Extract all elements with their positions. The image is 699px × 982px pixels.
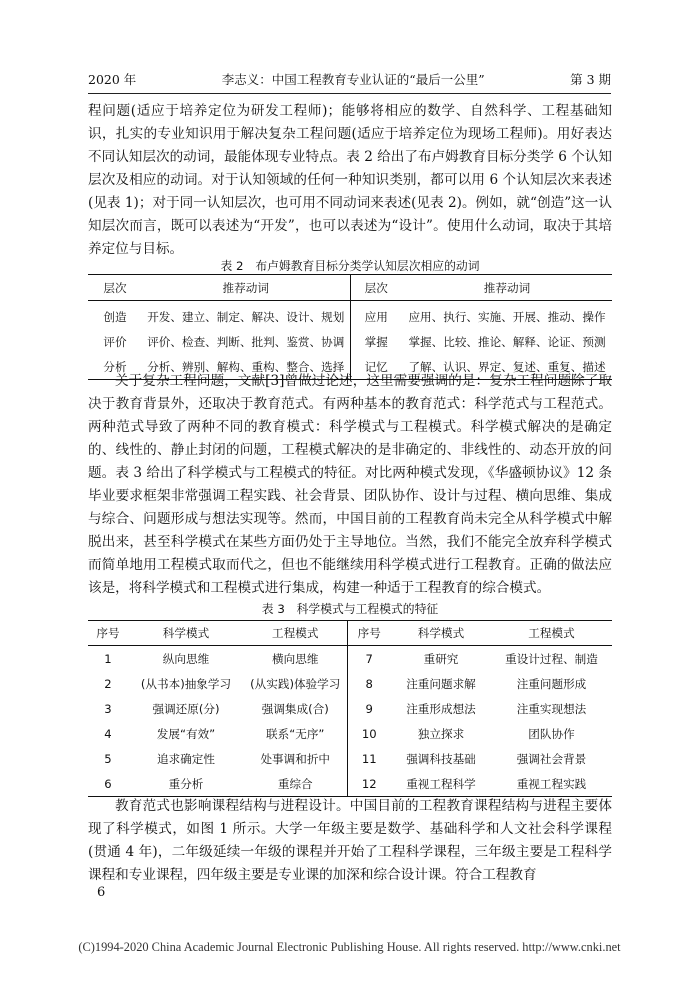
table-row [88,746,612,771]
table-header-cell: 层次 [103,280,127,295]
table-cell: 独立探求 [417,726,465,741]
table-cell: 分析 [103,359,127,374]
table-cell: 注重问题形成 [516,676,587,691]
table-header-cell: 推荐动词 [483,280,531,295]
paragraph-2: 关于复杂工程问题，文献[3]曾做过论述，这里需要强调的是：复杂工程问题除了取决于教育背景外，还取决于教育范式。有两种基本的教育范式：科学范式与工程范式。两种范式导致了两种不同的教育模式：科学模式与工程模式。科学模式解决的是确定的、线性的、静止封闭的问题，工程模式解决的是非确定的、非线性的、动态开放的问题。表 3 给出了科学模式与工程模式的特征。对比两种模式发现，《华盛顿协议》12 条毕业要求框架非常强调工程实践、社会背景、团队协作、设计与过程、横向思维、集成与综合、问题形成与想法实现等。然而，中国目前的工程教育尚未完全从科学模式中解脱出来，甚至科学模式在某些方面仍处于主导地位。当然，我们不能完全放弃科学模式而简单地用工程模式取而代之，但也不能继续用科学模式进行工程教育。正确的做法应该是，将科学模式和工程模式进行集成，构建一种适于工程教育的综合模式。 [88,373,612,596]
paragraph-3: 教育范式也影响课程结构与进程设计。中国目前的工程教育课程结构与进程主要体现了科学模式，如图 1 所示。大学一年级主要是数学、基础科学和人文社会科学课程(贯通 4 年)，二年级延续一年级的课程并开始了工程科学课程，三年级主要是工程科学课程和专业课程，四年级主要是专业课的加深和综合设计课。符合工程教育 [88,798,612,883]
table-cell: 8 [347,671,391,696]
table-cell: 重分析 [168,776,204,791]
table-cell: 创造 [103,309,127,324]
table-cell: 发展“有效” [156,726,216,741]
table-cell: 横向思维 [272,651,319,666]
header-year: 2020 年 [88,72,137,87]
table-2-caption: 表 2 布卢姆教育目标分类学认知层次相应的动词 [220,259,480,273]
table-row [88,301,612,330]
copyright-footer: (C)1994-2020 China Academic Journal Electronic Publishing House. All rights reserved. http://www.cnki.net [78,940,621,954]
table-cell: 评价 [103,334,127,349]
table-row [88,646,612,672]
table-cell: 处事调和折中 [260,751,331,766]
table-cell: 应用 [350,301,402,330]
table-cell: 2 [104,676,112,691]
table-header-cell: 层次 [350,275,402,301]
table-cell: 强调还原(分) [152,701,220,716]
table-row [88,671,612,696]
table-cell: 5 [104,751,112,766]
table-3 [88,620,612,797]
table-row [88,329,612,354]
header-title: 李志义：中国工程教育专业认证的“最后一公里” [221,72,485,87]
table-cell: 9 [347,696,391,721]
table-cell: 重视工程科学 [406,776,476,791]
table-cell: 11 [347,746,391,771]
table-cell: 掌握 [350,329,402,354]
table-header-cell: 工程模式 [528,626,575,640]
table-cell: 开发、建立、制定、解决、设计、规划 [147,309,345,324]
table-cell: 重视工程实践 [516,776,587,791]
table-row [88,721,612,746]
table-header-cell: 序号 [347,621,391,646]
table-cell: 掌握、比较、推论、解释、论证、预测 [408,334,606,349]
table-header-cell: 工程模式 [272,626,319,640]
table-cell: 重设计过程、制造 [505,651,598,666]
table-header-row [88,275,612,301]
table-cell: 注重实现想法 [516,701,587,716]
running-header [88,70,611,88]
table-cell: (从实践)体验学习 [250,676,341,691]
header-rule [88,93,611,94]
table-cell: 应用、执行、实施、开展、推动、操作 [408,309,606,324]
table-header-row [88,621,612,646]
paragraph-1: 程问题(适应于培养定位为研发工程师)；能够将相应的数学、自然科学、工程基础知识，扎实的专业知识用于解决复杂工程问题(适应于培养定位为现场工程师)。用好表达不同认知层次的动词，最能体现专业特点。表 2 给出了布卢姆教育目标分类学 6 个认知层次及相应的动词。对于认知领域的任何一种知识类别，都可以用 6 个认知层次来表述(见表 1)；对于同一认知层次，也可用不同动词来表述(见表 2)。例如，就“创造”这一认知层次而言，既可以表述为“开发”，也可以表述为“设计”。使用什么动词，取决于其培养定位与目标。 [88,103,612,257]
table-header-cell: 推荐动词 [222,280,269,295]
table-cell: 评价、检查、判断、批判、鉴赏、协调 [147,334,345,349]
table-cell: 追求确定性 [157,751,215,766]
table-cell: 纵向思维 [162,651,210,666]
table-cell: 注重问题求解 [406,676,476,691]
table-cell: 重综合 [277,776,313,791]
table-cell: 了解、认识、界定、复述、重复、描述 [408,359,606,374]
table-cell: 记忆 [350,354,402,380]
table-cell: 联系“无序” [266,726,325,741]
table-cell: 重研究 [423,651,459,666]
table-3-caption: 表 3 科学模式与工程模式的特征 [261,602,439,616]
table-2 [88,274,612,380]
table-cell: 分析、辨别、解构、重构、整合、选择 [147,359,345,374]
table-cell: 10 [347,721,391,746]
table-cell: 1 [104,651,112,666]
header-issue: 第 3 期 [570,72,611,87]
table-cell: (从书本)抽象学习 [140,676,232,691]
table-cell: 注重形成想法 [406,701,476,716]
table-cell: 7 [347,646,391,672]
table-cell: 强调集成(合) [261,701,329,716]
table-cell: 12 [347,771,391,797]
table-header-cell: 科学模式 [417,626,465,640]
table-cell: 团队协作 [528,726,575,741]
table-header-cell: 科学模式 [162,626,210,640]
table-header-cell: 序号 [96,626,120,640]
table-cell: 3 [104,701,112,716]
table-cell: 6 [104,776,112,791]
table-row [88,771,612,797]
page-number: 6 [97,885,106,900]
table-row [88,696,612,721]
table-cell: 4 [104,726,112,741]
table-cell: 强调社会背景 [516,751,587,766]
table-cell: 强调科技基础 [406,751,476,766]
